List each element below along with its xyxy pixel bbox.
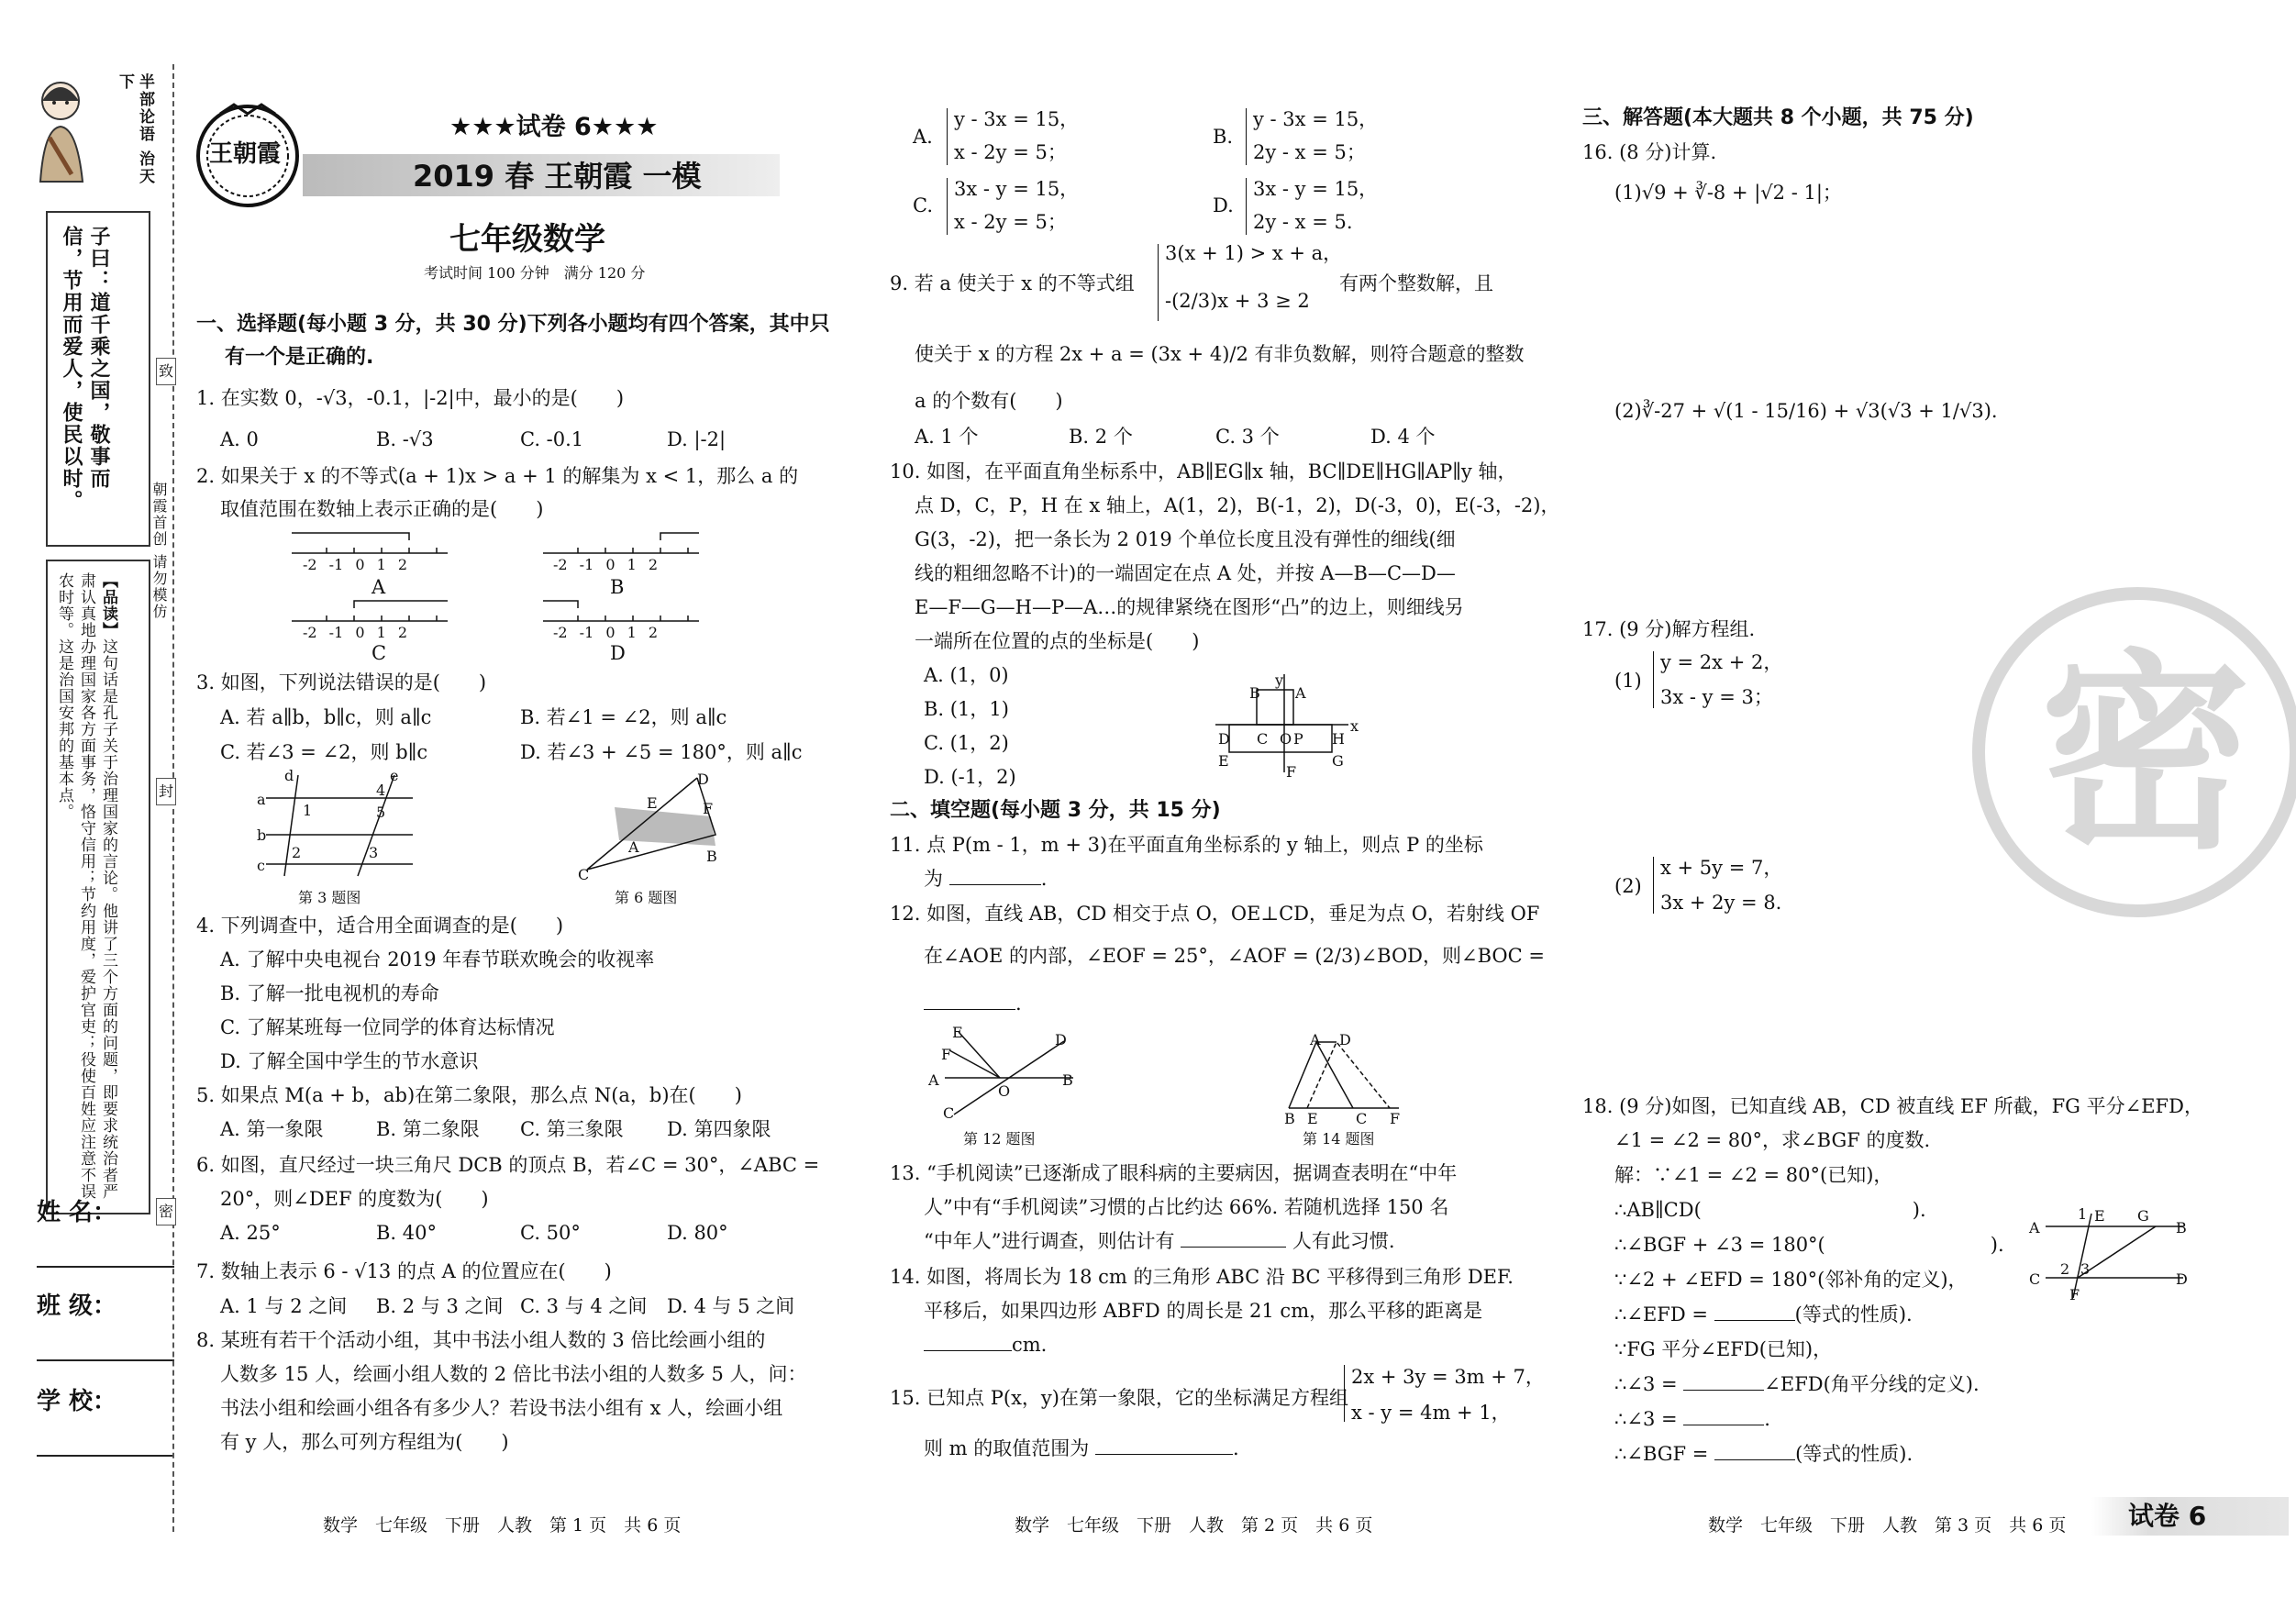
q1-option-a[interactable]: A. 0 [220, 428, 259, 450]
sol-blank-3[interactable] [1714, 1320, 1795, 1321]
fig12-label-f: F [941, 1046, 952, 1063]
q9-option-a[interactable]: A. 1 个 [915, 426, 979, 448]
fig6-label-f: F [703, 800, 714, 817]
q14-stem-2: 平移后，如果四边形 ABFD 的周长是 21 cm，那么平移的距离是 [924, 1300, 1483, 1322]
fig18-label-e: E [2094, 1207, 2105, 1225]
q16-part-1: (1)√9 + ∛-8 + |√2 - 1|； [1614, 182, 1842, 204]
sol-line-5-tail: (等式的性质). [1794, 1303, 1913, 1325]
q17-1-eq1: y = 2x + 2， [1660, 651, 1783, 673]
sol-line-2-text: ∴AB∥CD( [1614, 1199, 1702, 1221]
name-field[interactable] [37, 1266, 174, 1268]
q8-a-eq2: x - 2y = 5； [954, 141, 1067, 163]
q1-option-c[interactable]: C. -0.1 [520, 428, 584, 450]
q13-prefix: “中年人”进行调查，则估计有 [924, 1230, 1175, 1252]
fig3-label-d: d [284, 767, 294, 784]
fig14-label-d: D [1339, 1031, 1351, 1048]
q8-stem-4: 有 y 人，那么可列方程组为( ) [220, 1431, 509, 1453]
sol-line-7 [1614, 1371, 1980, 1397]
logo-text: 王朝霞 [209, 140, 282, 168]
watermark-seal [1972, 587, 2296, 917]
q4-option-d[interactable]: D. 了解全国中学生的节水意识 [220, 1050, 479, 1072]
cut-mark-zhi: 致 [156, 358, 176, 385]
q10-stem-4: 线的粗细忽略不计)的一端固定在点 A 处，并按 A—B—C—D— [915, 562, 1456, 584]
q8-option-c[interactable]: C. [913, 194, 933, 216]
q17-1-brace [1653, 651, 1654, 708]
fig10-label-a: A [1295, 684, 1306, 702]
fig10-label-b: B [1249, 684, 1260, 702]
section-1-heading: 一、选择题(每小题 3 分，共 30 分)下列各小题均有四个答案，其中只 [196, 313, 830, 336]
q8-b-eq2: 2y - x = 5； [1253, 141, 1366, 163]
q14-stem-1: 14. 如图，将周长为 18 cm 的三角形 ABC 沿 BC 平移得到三角形 DEF. [890, 1266, 1514, 1288]
q13-stem-3 [924, 1228, 1395, 1254]
q11-stem-cont: 为 . [924, 868, 1048, 890]
fig6-caption: 第 6 题图 [615, 889, 678, 906]
fig6-label-d: D [697, 771, 709, 788]
nl-ticks-b: -2 -1 0 1 2 [553, 556, 659, 573]
fig18-label-d: D [2176, 1270, 2188, 1288]
q2-stem-cont: 取值范围在数轴上表示正确的是( ) [220, 498, 544, 520]
fig10-label-d: D [1218, 730, 1230, 748]
q3-option-b[interactable]: B. 若∠1 = ∠2，则 a∥c [520, 706, 727, 728]
q17-2-brace [1653, 857, 1654, 914]
sol-line-2-tail: ). [1912, 1199, 1926, 1221]
sol-line-3-tail: ). [1990, 1234, 2004, 1256]
logo [193, 101, 303, 211]
q2-option-a[interactable]: A [372, 576, 386, 598]
fig14-label-e: E [1307, 1110, 1318, 1127]
q8-option-a[interactable]: A. [913, 126, 933, 148]
q12-stem: 12. 如图，直线 AB，CD 相交于点 O，OE⊥CD，垂足为点 O，若射线 OF [890, 903, 1540, 925]
q8-d-brace [1246, 178, 1247, 235]
q15-eq1: 2x + 3y = 3m + 7， [1351, 1366, 1545, 1388]
q8-stem: 8. 某班有若干个活动小组，其中书法小组人数的 3 倍比绘画小组的 [196, 1329, 766, 1351]
q3-stem: 3. 如图，下列说法错误的是( ) [196, 671, 487, 693]
fig3-caption: 第 3 题图 [298, 889, 361, 906]
q17-part-1-label: (1) [1614, 670, 1642, 692]
q4-stem: 4. 下列调查中，适合用全面调查的是( ) [196, 915, 564, 937]
reading-body: 这句话是孔子关于治理国家的言论。他讲了三个方面的问题，即要求统治者严肃认真地办理国家各方面事务，恪守信用；节约用度，爱护官吏；役使百姓应注意不误农时等。这是治国安邦的基本点。 [55, 572, 117, 1200]
q17-stem: 17. (9 分)解方程组. [1582, 618, 1756, 640]
q2-option-c[interactable]: C [372, 642, 387, 664]
sol-line-8-tail: . [1764, 1408, 1770, 1430]
section-1-heading-cont: 有一个是正确的. [225, 346, 374, 369]
q8-stem-2: 人数多 15 人，绘画小组人数的 2 倍比书法小组的人数多 5 人，问： [220, 1363, 807, 1385]
q10-option-c[interactable]: C. (1，2) [924, 732, 1009, 754]
q8-c-eq2: x - 2y = 5； [954, 211, 1067, 233]
q1-option-b[interactable]: B. -√3 [376, 428, 434, 450]
q6-stem-cont: 20°，则∠DEF 的度数为( ) [220, 1188, 489, 1210]
q6-option-b[interactable]: B. 40° [376, 1222, 438, 1244]
section-3-heading: 三、解答题(本大题共 8 个小题，共 75 分) [1582, 106, 1974, 129]
sol-line-8-text: ∴∠3 = [1614, 1408, 1684, 1430]
q12-blank[interactable] [924, 1009, 1015, 1010]
q8-c-eq1: 3x - y = 15， [954, 178, 1080, 200]
q5-option-d[interactable]: D. 第四象限 [667, 1118, 771, 1140]
q11-stem: 11. 点 P(m - 1，m + 3)在平面直角坐标系的 y 轴上，则点 P 的坐标 [890, 834, 1483, 856]
fig10-label-c: C [1257, 730, 1269, 748]
q6-option-d[interactable]: D. 80° [667, 1222, 728, 1244]
q8-option-b[interactable]: B. [1213, 126, 1234, 148]
reading-box [46, 560, 150, 1214]
q6-option-c[interactable]: C. 50° [520, 1222, 581, 1244]
q13-stem-2: 人”中有“手机阅读”习惯的占比约达 66%. 若随机选择 150 名 [924, 1196, 1449, 1218]
q18-stem-2: ∠1 = ∠2 = 80°，求∠BGF 的度数. [1614, 1129, 1931, 1151]
sol-line-2 [1614, 1197, 1926, 1223]
quote-box [46, 211, 150, 547]
paper-number: ★★★试卷 6★★★ [449, 113, 659, 141]
q11-blank[interactable] [949, 884, 1041, 885]
fig3-label-1: 1 [303, 802, 313, 819]
q9-stem-tail: 有两个整数解，且 [1339, 272, 1493, 294]
fig14-label-f: F [1390, 1110, 1401, 1127]
cut-mark-mi: 密 [156, 1198, 176, 1225]
q15-prefix: 则 m 的取值范围为 [924, 1437, 1090, 1459]
q8-d-eq2: 2y - x = 5. [1253, 211, 1353, 233]
fig12-label-e: E [952, 1024, 963, 1041]
q7-option-d[interactable]: D. 4 与 5 之间 [667, 1295, 795, 1317]
fig10-label-x: x [1350, 717, 1359, 735]
nl-ticks-d: -2 -1 0 1 2 [553, 624, 659, 641]
sol-line-9-tail: (等式的性质). [1795, 1443, 1913, 1465]
fig12-label-b: B [1062, 1071, 1073, 1089]
sol-line-6: ∵FG 平分∠EFD(已知)， [1614, 1338, 1833, 1360]
q8-b-brace [1246, 108, 1247, 165]
fig10-label-o: O [1280, 730, 1292, 748]
fig3-label-a: a [257, 791, 266, 808]
q9-ineq2: -(2/3)x + 3 ≥ 2 [1165, 290, 1310, 312]
q3-option-d[interactable]: D. 若∠3 + ∠5 = 180°，则 a∥c [520, 741, 803, 763]
q10-stem-2: 点 D，C，P，H 在 x 轴上，A(1，2)，B(-1，2)，D(-3，0)，E(-3，-2)， [915, 494, 1560, 516]
nl-ticks-c: -2 -1 0 1 2 [303, 624, 408, 641]
q1-stem: 1. 在实数 0，-√3，-0.1，|-2|中，最小的是( ) [196, 387, 625, 409]
fig10-label-e: E [1218, 752, 1229, 770]
sol-line-5 [1614, 1302, 1913, 1327]
q15-stem-cont: 则 m 的取值范围为 . [924, 1437, 1239, 1459]
q10-stem-5: E—F—G—H—P—A…的规律紧绕在图形“凸”的边上，则细线另 [915, 596, 1464, 618]
fig3-label-3: 3 [369, 844, 379, 861]
paper-badge [2091, 1497, 2289, 1536]
school-label: 学 校： [37, 1388, 117, 1415]
q11-prefix: 为 [924, 868, 943, 890]
fig3-label-b: b [257, 826, 267, 844]
q9-stem-3: a 的个数有( ) [915, 390, 1063, 412]
class-label: 班 级： [37, 1292, 117, 1320]
q8-d-eq1: 3x - y = 15， [1253, 178, 1379, 200]
q9-brace [1158, 244, 1159, 321]
fig10-label-g: G [1332, 752, 1344, 770]
q4-option-a[interactable]: A. 了解中央电视台 2019 年春节联欢晚会的收视率 [220, 948, 655, 970]
section-2-heading: 二、填空题(每小题 3 分，共 15 分) [890, 799, 1221, 822]
q13-blank[interactable] [1181, 1247, 1286, 1248]
reading-text [53, 572, 119, 1203]
fig12-label-c: C [943, 1104, 955, 1122]
q3-option-c[interactable]: C. 若∠3 = ∠2，则 b∥c [220, 741, 428, 763]
q9-option-c[interactable]: C. 3 个 [1215, 426, 1280, 448]
q10-option-a[interactable]: A. (1，0) [924, 664, 1009, 686]
subject-title: 七年级数学 [449, 221, 605, 258]
q17-2-eq1: x + 5y = 7， [1660, 857, 1783, 879]
q9-ineq1: 3(x + 1) > x + a， [1165, 242, 1343, 264]
q5-stem: 5. 如果点 M(a + b，ab)在第二象限，那么点 N(a，b)在( ) [196, 1084, 742, 1106]
q15-eq2: x - y = 4m + 1， [1351, 1402, 1511, 1424]
q12-stem-cont: 在∠AOE 的内部，∠EOF = 25°，∠AOF = (2/3)∠BOD，则∠BOC = [924, 945, 1545, 967]
fig14-label-c: C [1356, 1110, 1368, 1127]
q10-option-d[interactable]: D. (-1，2) [924, 766, 1016, 788]
sol-line-1: 解：∵∠1 = ∠2 = 80°(已知)， [1614, 1164, 1893, 1186]
page-3-footer: 数学 七年级 下册 人教 第 3 页 共 6 页 [1708, 1515, 2067, 1536]
q13-stem-1: 13. “手机阅读”已逐渐成了眼科病的主要病因，据调查表明在“中年 [890, 1162, 1458, 1184]
q8-option-d[interactable]: D. [1213, 194, 1234, 216]
page-1-footer: 数学 七年级 下册 人教 第 1 页 共 6 页 [323, 1515, 682, 1536]
q9-option-b[interactable]: B. 2 个 [1069, 426, 1133, 448]
q2-option-b[interactable]: B [610, 576, 625, 598]
q5-option-c[interactable]: C. 第三象限 [520, 1118, 624, 1140]
q14-suffix: cm. [1012, 1334, 1048, 1356]
sol-line-8 [1614, 1406, 1770, 1432]
sol-line-7-tail: ∠EFD(角平分线的定义). [1764, 1373, 1980, 1395]
sol-line-3 [1614, 1232, 2004, 1258]
q2-option-d[interactable]: D [610, 642, 626, 664]
q9-stem: 9. 若 a 使关于 x 的不等式组 [890, 272, 1135, 294]
fig14-caption: 第 14 题图 [1303, 1130, 1375, 1148]
sol-line-9-text: ∴∠BGF = [1614, 1443, 1715, 1465]
fig3-label-5: 5 [376, 804, 386, 821]
nl-ticks-a: -2 -1 0 1 2 [303, 556, 408, 573]
q6-stem: 6. 如图，直尺经过一块三角尺 DCB 的顶点 B，若∠C = 30°，∠ABC = [196, 1154, 820, 1176]
paper-badge-text: 试卷 6 [2128, 1501, 2207, 1531]
fig6-label-e: E [647, 794, 658, 812]
fig18-label-c: C [2029, 1270, 2041, 1288]
sol-line-4: ∵∠2 + ∠EFD = 180°(邻补角的定义)， [1614, 1269, 1968, 1291]
sol-line-5-text: ∴∠EFD = [1614, 1303, 1714, 1325]
fig6-label-a: A [628, 838, 639, 856]
reading-title: 【品读】 [99, 572, 117, 638]
q15-stem: 15. 已知点 P(x，y)在第一象限，它的坐标满足方程组 [890, 1387, 1348, 1409]
sol-line-3-text: ∴∠BGF + ∠3 = 180°( [1614, 1234, 1825, 1256]
q9-stem-2: 使关于 x 的方程 2x + a = (3x + 4)/2 有非负数解，则符合题意的整数 [915, 343, 1525, 365]
q8-a-brace [947, 108, 948, 165]
watermark-text: 密 [2040, 633, 2252, 878]
fig3-label-2: 2 [292, 844, 302, 861]
q6-option-a[interactable]: A. 25° [220, 1222, 281, 1244]
sol-line-9 [1614, 1441, 1913, 1467]
exam-title: 2019 春 王朝霞 一模 [413, 159, 702, 194]
fig12-label-d: D [1055, 1031, 1067, 1048]
fig10-label-h: H [1332, 730, 1345, 748]
q17-2-eq2: 3x + 2y = 8. [1660, 892, 1782, 914]
quote-text: 子曰：道千乘之国，敬事而信，节用而爱人，使民以时。 [60, 226, 110, 512]
fig18-label-b: B [2176, 1219, 2187, 1237]
fig6-label-c: C [578, 866, 590, 883]
fig18-label-3: 3 [2080, 1260, 2091, 1278]
q7-option-b[interactable]: B. 2 与 3 之间 [376, 1295, 504, 1317]
class-field[interactable] [37, 1359, 174, 1361]
q17-part-2-label: (2) [1614, 875, 1642, 897]
fig10-label-y: y [1275, 671, 1284, 689]
q12-answer: . [924, 991, 1022, 1016]
q8-c-brace [947, 178, 948, 235]
q10-stem-1: 10. 如图，在平面直角坐标系中，AB∥EG∥x 轴，BC∥DE∥HG∥AP∥y 轴， [890, 460, 1517, 482]
q5-option-b[interactable]: B. 第二象限 [376, 1118, 480, 1140]
fig3-label-4: 4 [376, 782, 386, 799]
q16-part-2: (2)∛-27 + √(1 - 15/16) + √3(√3 + 1/√3). [1614, 400, 1998, 422]
fig3-label-e: e [390, 767, 399, 784]
fig10-label-p: P [1293, 730, 1303, 748]
q15-blank[interactable] [1095, 1454, 1233, 1455]
sol-blank-4[interactable] [1683, 1390, 1764, 1391]
q17-1-eq2: 3x - y = 3； [1660, 686, 1773, 708]
cut-mark-feng: 封 [156, 778, 176, 805]
fig12-label-a: A [928, 1071, 939, 1089]
fig18-label-1: 1 [2078, 1205, 2088, 1223]
q8-stem-3: 书法小组和绘画小组各有多少人？若设书法小组有 x 人，绘画小组 [220, 1397, 783, 1419]
q2-stem: 2. 如果关于 x 的不等式(a + 1)x > a + 1 的解集为 x < 1，那么 a 的 [196, 465, 799, 487]
cut-note: 朝霞首创 请勿模仿 [150, 482, 168, 621]
fig10-label-f: F [1286, 763, 1297, 781]
name-label: 姓 名： [37, 1199, 117, 1226]
q10-stem-3: G(3，-2)，把一条长为 2 019 个单位长度且没有弹性的细线(细 [915, 528, 1456, 550]
q5-option-a[interactable]: A. 第一象限 [220, 1118, 324, 1140]
q8-b-eq1: y - 3x = 15， [1253, 108, 1379, 130]
fig12-caption: 第 12 题图 [963, 1130, 1036, 1148]
fig18-label-f: F [2069, 1286, 2080, 1303]
q13-suffix: 人有此习惯. [1292, 1230, 1395, 1252]
fig6-label-b: B [706, 848, 717, 865]
fig18-label-g: G [2137, 1207, 2149, 1225]
fig12-label-o: O [998, 1082, 1011, 1100]
q7-option-c[interactable]: C. 3 与 4 之间 [520, 1295, 648, 1317]
q18-stem-1: 18. (9 分)如图，已知直线 AB，CD 被直线 EF 所截，FG 平分∠EFD， [1582, 1095, 2203, 1117]
sidebar [18, 64, 170, 1532]
q14-blank[interactable] [924, 1350, 1012, 1351]
q10-option-b[interactable]: B. (1，1) [924, 698, 1009, 720]
sol-line-7-text: ∴∠3 = [1614, 1373, 1684, 1395]
q16-stem: 16. (8 分)计算. [1582, 141, 1717, 163]
sidebar-tag: 半部论语 治天下 [116, 73, 154, 185]
q9-option-d[interactable]: D. 4 个 [1370, 426, 1436, 448]
q7-option-a[interactable]: A. 1 与 2 之间 [220, 1295, 348, 1317]
school-field[interactable] [37, 1455, 174, 1457]
page-2-footer: 数学 七年级 下册 人教 第 2 页 共 6 页 [1015, 1515, 1373, 1536]
q15-brace [1344, 1365, 1345, 1422]
q4-option-b[interactable]: B. 了解一批电视机的寿命 [220, 982, 439, 1004]
q4-option-c[interactable]: C. 了解某班每一位同学的体育达标情况 [220, 1016, 555, 1038]
q14-stem-3 [924, 1332, 1047, 1358]
fig3-label-c: c [257, 857, 265, 874]
q10-stem-6: 一端所在位置的点的坐标是( ) [915, 630, 1200, 652]
confucius-figure [28, 73, 94, 183]
q1-option-d[interactable]: D. |-2| [667, 428, 727, 450]
fig18-label-a: A [2029, 1219, 2040, 1237]
q3-option-a[interactable]: A. 若 a∥b，b∥c，则 a∥c [220, 706, 432, 728]
q7-stem: 7. 数轴上表示 6 - √13 的点 A 的位置应在( ) [196, 1260, 612, 1282]
q8-a-eq1: y - 3x = 15， [954, 108, 1080, 130]
fig14-label-b: B [1284, 1110, 1295, 1127]
sol-blank-6[interactable] [1714, 1459, 1795, 1460]
fig18-label-2: 2 [2060, 1260, 2070, 1278]
exam-info: 考试时间 100 分钟 满分 120 分 [424, 264, 646, 282]
fig14-label-a: A [1310, 1031, 1321, 1048]
